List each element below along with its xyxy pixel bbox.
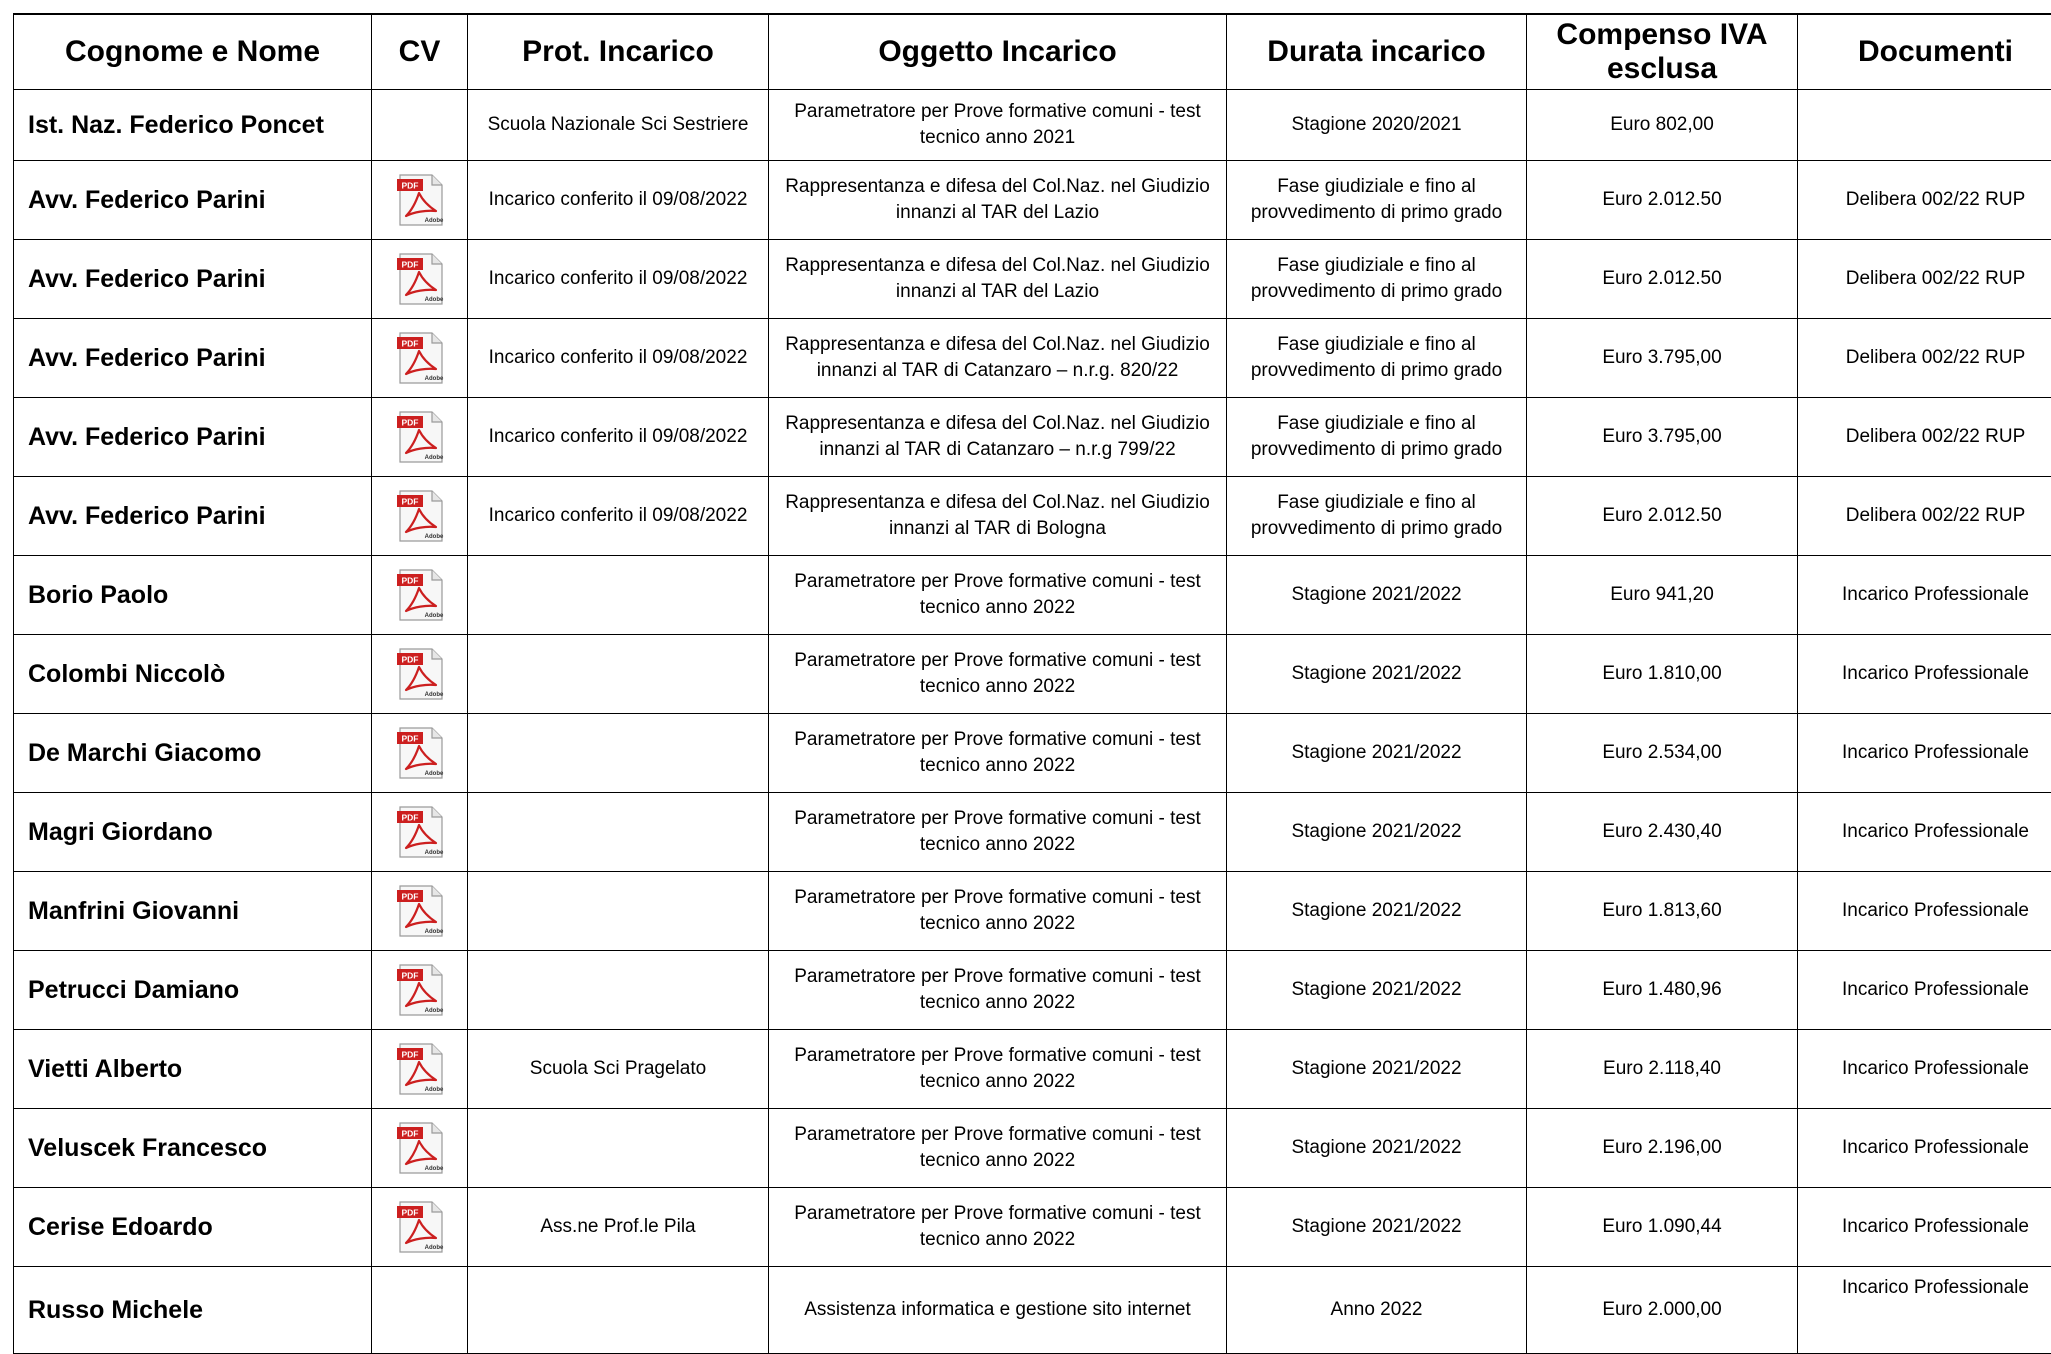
cell-documenti: Delibera 002/22 RUP xyxy=(1798,477,2051,556)
cell-prot xyxy=(468,556,769,635)
svg-text:Adobe: Adobe xyxy=(424,771,443,777)
cell-compenso: Euro 2.012.50 xyxy=(1527,477,1798,556)
cell-name: Magri Giordano xyxy=(14,793,372,872)
cell-documenti: Incarico Professionale xyxy=(1798,793,2051,872)
cell-documenti: Incarico Professionale xyxy=(1798,951,2051,1030)
svg-text:Adobe: Adobe xyxy=(424,850,443,856)
table-row xyxy=(14,240,2051,319)
svg-text:PDF: PDF xyxy=(401,813,418,823)
svg-text:Adobe: Adobe xyxy=(424,534,443,540)
header-oggetto: Oggetto Incarico xyxy=(769,14,1227,90)
svg-text:PDF: PDF xyxy=(401,260,418,270)
svg-text:Adobe: Adobe xyxy=(424,692,443,698)
cell-compenso: Euro 2.012.50 xyxy=(1527,161,1798,240)
cell-durata: Stagione 2021/2022 xyxy=(1227,1188,1527,1267)
cell-documenti: Incarico Professionale xyxy=(1798,556,2051,635)
svg-text:PDF: PDF xyxy=(401,1208,418,1218)
svg-text:PDF: PDF xyxy=(401,892,418,902)
cell-oggetto: Parametratore per Prove formative comuni - test tecnico anno 2022 xyxy=(769,714,1227,793)
pdf-icon[interactable] xyxy=(394,251,446,307)
cell-durata: Stagione 2021/2022 xyxy=(1227,872,1527,951)
cell-oggetto: Rappresentanza e difesa del Col.Naz. nel Giudizio innanzi al TAR del Lazio xyxy=(769,161,1227,240)
cell-compenso: Euro 3.795,00 xyxy=(1527,319,1798,398)
svg-text:Adobe: Adobe xyxy=(424,218,443,224)
svg-text:PDF: PDF xyxy=(401,339,418,349)
cell-prot: Incarico conferito il 09/08/2022 xyxy=(468,240,769,319)
cell-name: Avv. Federico Parini xyxy=(14,161,372,240)
cell-cv xyxy=(372,90,468,161)
cell-durata: Stagione 2021/2022 xyxy=(1227,714,1527,793)
cell-prot: Incarico conferito il 09/08/2022 xyxy=(468,477,769,556)
cell-prot xyxy=(468,793,769,872)
cell-compenso: Euro 2.012.50 xyxy=(1527,240,1798,319)
cell-documenti xyxy=(1798,90,2051,161)
cell-oggetto: Rappresentanza e difesa del Col.Naz. nel Giudizio innanzi al TAR di Catanzaro – n.r.g 799/22 xyxy=(769,398,1227,477)
cell-documenti: Incarico Professionale xyxy=(1798,1267,2051,1354)
header-cv: CV xyxy=(372,14,468,90)
cell-prot: Scuola Nazionale Sci Sestriere xyxy=(468,90,769,161)
cell-prot: Scuola Sci Pragelato xyxy=(468,1030,769,1109)
cell-durata: Fase giudiziale e fino al provvedimento di primo grado xyxy=(1227,477,1527,556)
cell-oggetto: Rappresentanza e difesa del Col.Naz. nel Giudizio innanzi al TAR di Catanzaro – n.r.g. 820/22 xyxy=(769,319,1227,398)
cell-cv xyxy=(372,872,468,951)
cell-name: Avv. Federico Parini xyxy=(14,398,372,477)
pdf-icon[interactable] xyxy=(394,962,446,1018)
table-row xyxy=(14,793,2051,872)
cell-name: Cerise Edoardo xyxy=(14,1188,372,1267)
cell-cv xyxy=(372,793,468,872)
svg-text:Adobe: Adobe xyxy=(424,613,443,619)
cell-cv xyxy=(372,1109,468,1188)
cell-name: Avv. Federico Parini xyxy=(14,240,372,319)
cell-compenso: Euro 1.813,60 xyxy=(1527,872,1798,951)
cell-documenti: Delibera 002/22 RUP xyxy=(1798,161,2051,240)
cell-cv xyxy=(372,161,468,240)
cell-oggetto: Parametratore per Prove formative comuni - test tecnico anno 2022 xyxy=(769,1030,1227,1109)
cell-durata: Stagione 2021/2022 xyxy=(1227,1030,1527,1109)
header-durata: Durata incarico xyxy=(1227,14,1527,90)
pdf-icon[interactable] xyxy=(394,725,446,781)
cell-compenso: Euro 1.810,00 xyxy=(1527,635,1798,714)
cell-oggetto: Parametratore per Prove formative comuni - test tecnico anno 2022 xyxy=(769,793,1227,872)
cell-documenti: Delibera 002/22 RUP xyxy=(1798,319,2051,398)
cell-oggetto: Parametratore per Prove formative comuni - test tecnico anno 2022 xyxy=(769,635,1227,714)
table-row xyxy=(14,1188,2051,1267)
pdf-icon[interactable] xyxy=(394,488,446,544)
pdf-icon[interactable] xyxy=(394,1120,446,1176)
cell-name: Russo Michele xyxy=(14,1267,372,1354)
table-row xyxy=(14,872,2051,951)
cell-durata: Stagione 2021/2022 xyxy=(1227,793,1527,872)
cell-cv xyxy=(372,1030,468,1109)
cell-compenso: Euro 2.534,00 xyxy=(1527,714,1798,793)
cell-oggetto: Parametratore per Prove formative comuni - test tecnico anno 2021 xyxy=(769,90,1227,161)
cell-prot: Incarico conferito il 09/08/2022 xyxy=(468,319,769,398)
table-row xyxy=(14,635,2051,714)
cell-prot xyxy=(468,635,769,714)
header-compenso: Compenso IVA esclusa xyxy=(1527,14,1798,90)
pdf-icon[interactable] xyxy=(394,409,446,465)
svg-text:PDF: PDF xyxy=(401,971,418,981)
cell-name: Avv. Federico Parini xyxy=(14,319,372,398)
cell-name: Manfrini Giovanni xyxy=(14,872,372,951)
cell-compenso: Euro 2.118,40 xyxy=(1527,1030,1798,1109)
cell-prot xyxy=(468,714,769,793)
cell-oggetto: Assistenza informatica e gestione sito internet xyxy=(769,1267,1227,1354)
svg-text:PDF: PDF xyxy=(401,497,418,507)
incarichi-table xyxy=(13,13,2051,1354)
svg-text:PDF: PDF xyxy=(401,181,418,191)
cell-compenso: Euro 1.090,44 xyxy=(1527,1188,1798,1267)
table-row xyxy=(14,319,2051,398)
cell-cv xyxy=(372,1267,468,1354)
cell-durata: Stagione 2020/2021 xyxy=(1227,90,1527,161)
cell-oggetto: Parametratore per Prove formative comuni - test tecnico anno 2022 xyxy=(769,1188,1227,1267)
cell-cv xyxy=(372,1188,468,1267)
header-name: Cognome e Nome xyxy=(14,14,372,90)
cell-name: De Marchi Giacomo xyxy=(14,714,372,793)
cell-prot xyxy=(468,1109,769,1188)
cell-durata: Stagione 2021/2022 xyxy=(1227,1109,1527,1188)
cell-durata: Fase giudiziale e fino al provvedimento di primo grado xyxy=(1227,240,1527,319)
cell-compenso: Euro 941,20 xyxy=(1527,556,1798,635)
svg-text:PDF: PDF xyxy=(401,655,418,665)
cell-name: Vietti Alberto xyxy=(14,1030,372,1109)
svg-text:Adobe: Adobe xyxy=(424,297,443,303)
cell-documenti: Incarico Professionale xyxy=(1798,1030,2051,1109)
table-body xyxy=(14,90,2051,1354)
cell-cv xyxy=(372,951,468,1030)
pdf-icon[interactable] xyxy=(394,804,446,860)
pdf-icon[interactable] xyxy=(394,883,446,939)
table-row xyxy=(14,556,2051,635)
cell-cv xyxy=(372,319,468,398)
table-row xyxy=(14,714,2051,793)
svg-text:Adobe: Adobe xyxy=(424,1245,443,1251)
svg-text:Adobe: Adobe xyxy=(424,1087,443,1093)
svg-text:PDF: PDF xyxy=(401,1129,418,1139)
cell-documenti: Incarico Professionale xyxy=(1798,635,2051,714)
cell-compenso: Euro 2.000,00 xyxy=(1527,1267,1798,1354)
table-row xyxy=(14,951,2051,1030)
cell-cv xyxy=(372,714,468,793)
svg-text:Adobe: Adobe xyxy=(424,929,443,935)
pdf-icon[interactable] xyxy=(394,1041,446,1097)
pdf-icon[interactable] xyxy=(394,330,446,386)
svg-text:PDF: PDF xyxy=(401,734,418,744)
cell-oggetto: Parametratore per Prove formative comuni - test tecnico anno 2022 xyxy=(769,556,1227,635)
pdf-icon[interactable] xyxy=(394,1199,446,1255)
cell-cv xyxy=(372,477,468,556)
svg-text:PDF: PDF xyxy=(401,1050,418,1060)
cell-durata: Fase giudiziale e fino al provvedimento di primo grado xyxy=(1227,319,1527,398)
cell-prot: Incarico conferito il 09/08/2022 xyxy=(468,398,769,477)
cell-documenti: Incarico Professionale xyxy=(1798,1109,2051,1188)
cell-compenso: Euro 1.480,96 xyxy=(1527,951,1798,1030)
cell-name: Borio Paolo xyxy=(14,556,372,635)
cell-prot: Incarico conferito il 09/08/2022 xyxy=(468,161,769,240)
table-row xyxy=(14,398,2051,477)
cell-name: Veluscek Francesco xyxy=(14,1109,372,1188)
cell-oggetto: Parametratore per Prove formative comuni - test tecnico anno 2022 xyxy=(769,1109,1227,1188)
cell-durata: Stagione 2021/2022 xyxy=(1227,951,1527,1030)
cell-durata: Stagione 2021/2022 xyxy=(1227,635,1527,714)
cell-name: Petrucci Damiano xyxy=(14,951,372,1030)
table-header-row xyxy=(14,14,2051,90)
svg-text:Adobe: Adobe xyxy=(424,1008,443,1014)
cell-documenti: Incarico Professionale xyxy=(1798,1188,2051,1267)
cell-prot xyxy=(468,951,769,1030)
cell-cv xyxy=(372,240,468,319)
table-row xyxy=(14,477,2051,556)
cell-durata: Fase giudiziale e fino al provvedimento di primo grado xyxy=(1227,161,1527,240)
svg-text:Adobe: Adobe xyxy=(424,455,443,461)
cell-documenti: Delibera 002/22 RUP xyxy=(1798,240,2051,319)
cell-compenso: Euro 2.430,40 xyxy=(1527,793,1798,872)
cell-name: Colombi Niccolò xyxy=(14,635,372,714)
pdf-icon[interactable] xyxy=(394,567,446,623)
table-row xyxy=(14,1109,2051,1188)
cell-oggetto: Rappresentanza e difesa del Col.Naz. nel Giudizio innanzi al TAR del Lazio xyxy=(769,240,1227,319)
cell-prot: Ass.ne Prof.le Pila xyxy=(468,1188,769,1267)
pdf-icon[interactable] xyxy=(394,172,446,228)
cell-oggetto: Rappresentanza e difesa del Col.Naz. nel Giudizio innanzi al TAR di Bologna xyxy=(769,477,1227,556)
cell-compenso: Euro 2.196,00 xyxy=(1527,1109,1798,1188)
cell-documenti: Delibera 002/22 RUP xyxy=(1798,398,2051,477)
cell-oggetto: Parametratore per Prove formative comuni - test tecnico anno 2022 xyxy=(769,951,1227,1030)
svg-text:Adobe: Adobe xyxy=(424,1166,443,1172)
header-documenti: Documenti xyxy=(1798,14,2051,90)
svg-text:Adobe: Adobe xyxy=(424,376,443,382)
table-row xyxy=(14,1267,2051,1354)
cell-cv xyxy=(372,398,468,477)
pdf-icon[interactable] xyxy=(394,646,446,702)
cell-durata: Stagione 2021/2022 xyxy=(1227,556,1527,635)
cell-durata: Anno 2022 xyxy=(1227,1267,1527,1354)
cell-name: Avv. Federico Parini xyxy=(14,477,372,556)
cell-prot xyxy=(468,872,769,951)
svg-text:PDF: PDF xyxy=(401,418,418,428)
cell-compenso: Euro 3.795,00 xyxy=(1527,398,1798,477)
svg-text:PDF: PDF xyxy=(401,576,418,586)
cell-prot xyxy=(468,1267,769,1354)
cell-compenso: Euro 802,00 xyxy=(1527,90,1798,161)
cell-documenti: Incarico Professionale xyxy=(1798,714,2051,793)
table-row xyxy=(14,90,2051,161)
cell-cv xyxy=(372,635,468,714)
cell-name: Ist. Naz. Federico Poncet xyxy=(14,90,372,161)
table-row xyxy=(14,1030,2051,1109)
header-prot: Prot. Incarico xyxy=(468,14,769,90)
cell-documenti: Incarico Professionale xyxy=(1798,872,2051,951)
table-row xyxy=(14,161,2051,240)
cell-oggetto: Parametratore per Prove formative comuni - test tecnico anno 2022 xyxy=(769,872,1227,951)
cell-durata: Fase giudiziale e fino al provvedimento di primo grado xyxy=(1227,398,1527,477)
cell-cv xyxy=(372,556,468,635)
